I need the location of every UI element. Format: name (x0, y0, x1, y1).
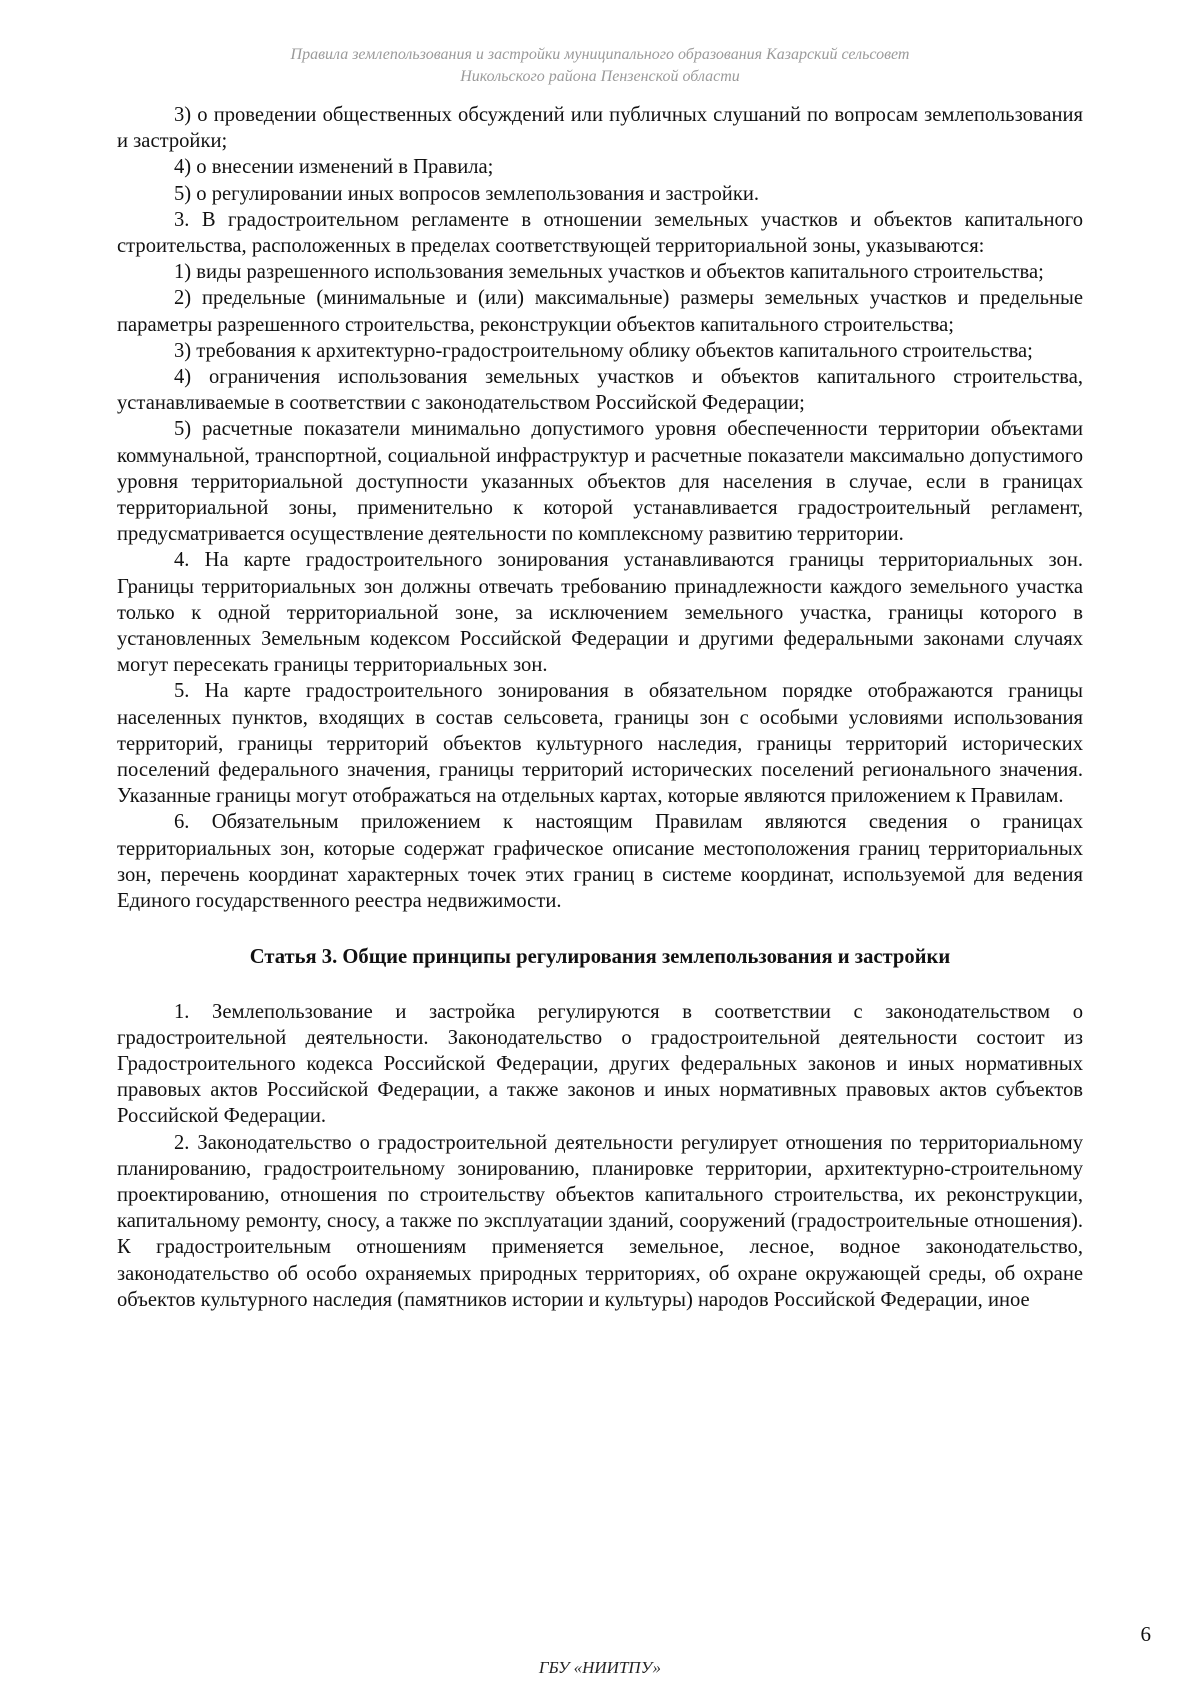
paragraph: 3) требования к архитектурно-градостроительному облику объектов капитального строительства; (174, 339, 1033, 362)
running-footer: ГБУ «НИИТПУ» (538, 1658, 662, 1677)
paragraph: 4. На карте градостроительного зонирования устанавливаются границы территориальных зон. Границы территориальных зон должны отвечать требованию принадлежности каждого земельного участка только к одной территориальной зоне, за исключением земельного участка, границы которого в установленных Земельным кодексом Российской Федерации и другими федеральными законами случаях могут пересекать границы территориальных зон. (117, 549, 1083, 677)
running-header (140, 44, 1060, 88)
paragraph: 3. В градостроительном регламенте в отношении земельных участков и объектов капитального строительства, расположенных в пределах соответствующей территориальной зоны, указываются: (117, 208, 1083, 258)
paragraph: 5) о регулировании иных вопросов землепользования и застройки. (174, 182, 759, 205)
article-heading: Статья 3. Общие принципы регулирования землепользования и застройки (249, 946, 951, 969)
paragraph: 5) расчетные показатели минимально допустимого уровня обеспеченности территории объектами коммунальной, транспортной, социальной инфраструктур и расчетные показатели максимально допустимого уровня территориальной доступности указанных объектов для населения в случае, если в границах территориальной зоны, применительно к которой устанавливается градостроительный регламент, предусматривается осуществление деятельности по комплексному развитию территории. (117, 418, 1083, 546)
paragraph: 3) о проведении общественных обсуждений или публичных слушаний по вопросам землепользования и застройки; (117, 104, 1083, 153)
paragraph: 1) виды разрешенного использования земельных участков и объектов капитального строительства; (174, 261, 1044, 284)
paragraph: 2) предельные (минимальные и (или) максимальные) размеры земельных участков и предельные параметры разрешенного строительства, реконструкции объектов капитального строительства; (117, 287, 1083, 336)
running-header-line-2: Никольского района Пензенской области (460, 68, 740, 85)
paragraph: 4) о внесении изменений в Правила; (174, 156, 494, 179)
document-body (117, 102, 1083, 1313)
paragraph: 5. На карте градостроительного зонирования в обязательном порядке отображаются границы населенных пунктов, входящих в состав сельсовета, границы зон с особыми условиями использования территорий, границы территорий объектов культурного наследия, границы территорий исторических поселений федерального значения, границы территорий исторических поселений регионального значения. Указанные границы могут отображаться на отдельных картах, которые являются приложением к Правилам. (117, 680, 1083, 808)
paragraph: 4) ограничения использования земельных участков и объектов капитального строительства, устанавливаемые в соответствии с законодательством Российской Федерации; (117, 366, 1083, 415)
paragraph: 2. Законодательство о градостроительной деятельности регулирует отношения по территориальному планированию, градостроительному зонированию, планировке территории, архитектурно-строительному проектированию, отношения по строительству объектов капитального строительства, их реконструкции, капитальному ремонту, сносу, а также по эксплуатации зданий, сооружений (градостроительные отношения). К градостроительным отношениям применяется земельное, лесное, водное законодательство, законодательство об особо охраняемых природных территориях, об охране окружающей среды, об охране объектов культурного наследия (памятников истории и культуры) народов Российской Федерации, иное (117, 1131, 1083, 1311)
paragraph: 1. Землепользование и застройка регулируются в соответствии с законодательством о градостроительной деятельности. Законодательство о градостроительной деятельности состоит из Градостроительного кодекса Российской Федерации, других федеральных законов и иных нормативных правовых актов Российской Федерации, а также законов и иных нормативных правовых актов субъектов Российской Федерации. (117, 1000, 1083, 1128)
paragraph: 6. Обязательным приложением к настоящим Правилам являются сведения о границах территориальных зон, которые содержат графическое описание местоположения границ территориальных зон, перечень координат характерных точек этих границ в системе координат, используемой для ведения Единого государственного реестра недвижимости. (117, 811, 1083, 913)
running-header-line-1: Правила землепользования и застройки муниципального образования Казарский сельсовет (290, 46, 910, 63)
page-number: 6 (1140, 1622, 1151, 1646)
